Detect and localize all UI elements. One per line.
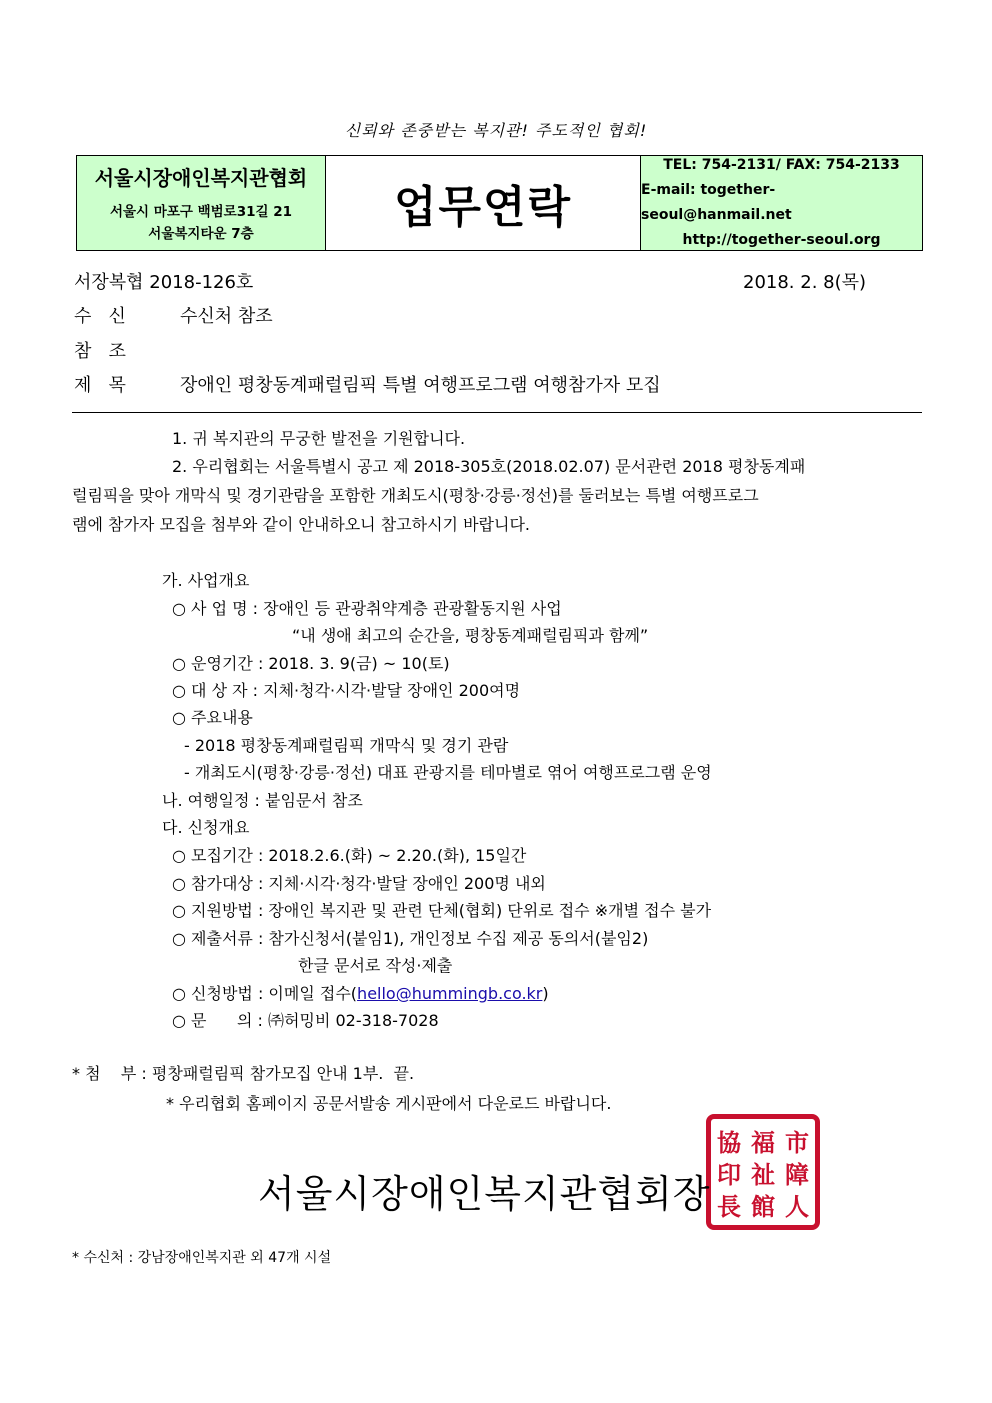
doc-number: 서장복협 2018-126호 — [74, 272, 254, 293]
footnote: * 수신처 : 강남장애인복지관 외 47개 시설 — [72, 1250, 332, 1266]
document-title: 업무연락 — [393, 182, 572, 233]
org-address-line1: 서울시 마포구 백범로31길 21 — [109, 203, 293, 220]
reference-label: 참 조 — [74, 341, 126, 362]
list-item: ○ 모집기간 : 2018.2.6.(화) ~ 2.20.(화), 15일간 — [172, 846, 527, 865]
tel-fax: TEL: 754-2131/ FAX: 754-2133 — [663, 157, 900, 173]
subject-label: 제 목 — [74, 375, 126, 396]
org-block — [77, 156, 326, 250]
contact-block — [641, 156, 922, 250]
download-note: * 우리협회 홈페이지 공문서발송 게시판에서 다운로드 바랍니다. — [166, 1094, 612, 1113]
list-item: - 개최도시(평창·강릉·정선) 대표 관광지를 테마별로 엮어 여행프로그램 운영 — [184, 763, 712, 782]
list-item: ○ 운영기간 : 2018. 3. 9(금) ~ 10(토) — [172, 654, 450, 673]
recipient-label: 수 신 — [74, 306, 126, 327]
section-da-title: 다. 신청개요 — [162, 818, 250, 837]
letterhead — [76, 155, 923, 251]
doc-date: 2018. 2. 8(목) — [743, 272, 867, 293]
email-address: E-mail: together-seoul@hanmail.net — [641, 182, 792, 223]
website-url: http://together-seoul.org — [682, 232, 881, 248]
list-item: ○ 참가대상 : 지체·시각·청각·발달 장애인 200명 내외 — [172, 874, 546, 893]
slogan: 신뢰와 존중받는 복지관! 주도적인 협회! — [344, 121, 648, 140]
paragraph-2-line-1: 2. 우리협회는 서울특별시 공고 제 2018-305호(2018.02.07) 문서관련 2018 평창동계패 — [172, 457, 806, 476]
list-item: ○ 사 업 명 : 장애인 등 관광취약계층 관광활동지원 사업 — [172, 599, 562, 618]
org-address-line2: 서울복지타운 7층 — [148, 225, 254, 242]
attachment-line: * 첨 부 : 평창패럴림픽 참가모집 안내 1부. 끝. — [72, 1064, 415, 1083]
title-block — [326, 156, 641, 250]
list-item: - 2018 평창동계패럴림픽 개막식 및 경기 관람 — [184, 736, 509, 755]
section-na-title: 나. 여행일정 : 붙임문서 참조 — [162, 791, 363, 810]
apply-method-suffix: ) — [542, 984, 549, 1003]
subject-value: 장애인 평창동계패럴림픽 특별 여행프로그램 여행참가자 모집 — [180, 375, 661, 396]
paragraph-2-line-2: 럴림픽을 맞아 개막식 및 경기관람을 포함한 개최도시(평창·강릉·정선)를 둘러보는 특별 여행프로그 — [72, 486, 759, 505]
list-item: 한글 문서로 작성·제출 — [298, 956, 453, 975]
email-link[interactable]: hello@hummingb.co.kr — [357, 984, 543, 1003]
divider — [72, 412, 922, 413]
paragraph-2-line-3: 램에 참가자 모집을 첨부와 같이 안내하오니 참고하시기 바랍니다. — [72, 515, 531, 534]
signature: 서울시장애인복지관협회장 — [258, 1172, 711, 1216]
list-item: ○ 지원방법 : 장애인 복지관 및 관련 단체(협회) 단위로 접수 ※개별 접수 불가 — [172, 901, 712, 920]
section-ga-title: 가. 사업개요 — [162, 571, 250, 590]
list-item: ○ 주요내용 — [172, 708, 253, 727]
apply-method — [172, 981, 549, 1004]
recipient-value: 수신처 참조 — [180, 306, 273, 327]
inquiry: ○ 문 의 : ㈜허밍비 02-318-7028 — [172, 1011, 439, 1030]
list-item: “내 생애 최고의 순간을, 평창동계패럴림픽과 함께” — [292, 626, 649, 645]
list-item: ○ 제출서류 : 참가신청서(붙임1), 개인정보 수집 제공 동의서(붙임2) — [172, 929, 649, 948]
apply-method-prefix: ○ 신청방법 : 이메일 접수( — [172, 984, 358, 1003]
org-name: 서울시장애인복지관협회 — [94, 165, 308, 190]
official-seal: 協 福 市 印 祉 障 長 館 人 — [706, 1114, 820, 1230]
list-item: ○ 대 상 자 : 지체·청각·시각·발달 장애인 200여명 — [172, 681, 521, 700]
paragraph-1: 1. 귀 복지관의 무궁한 발전을 기원합니다. — [172, 429, 466, 448]
